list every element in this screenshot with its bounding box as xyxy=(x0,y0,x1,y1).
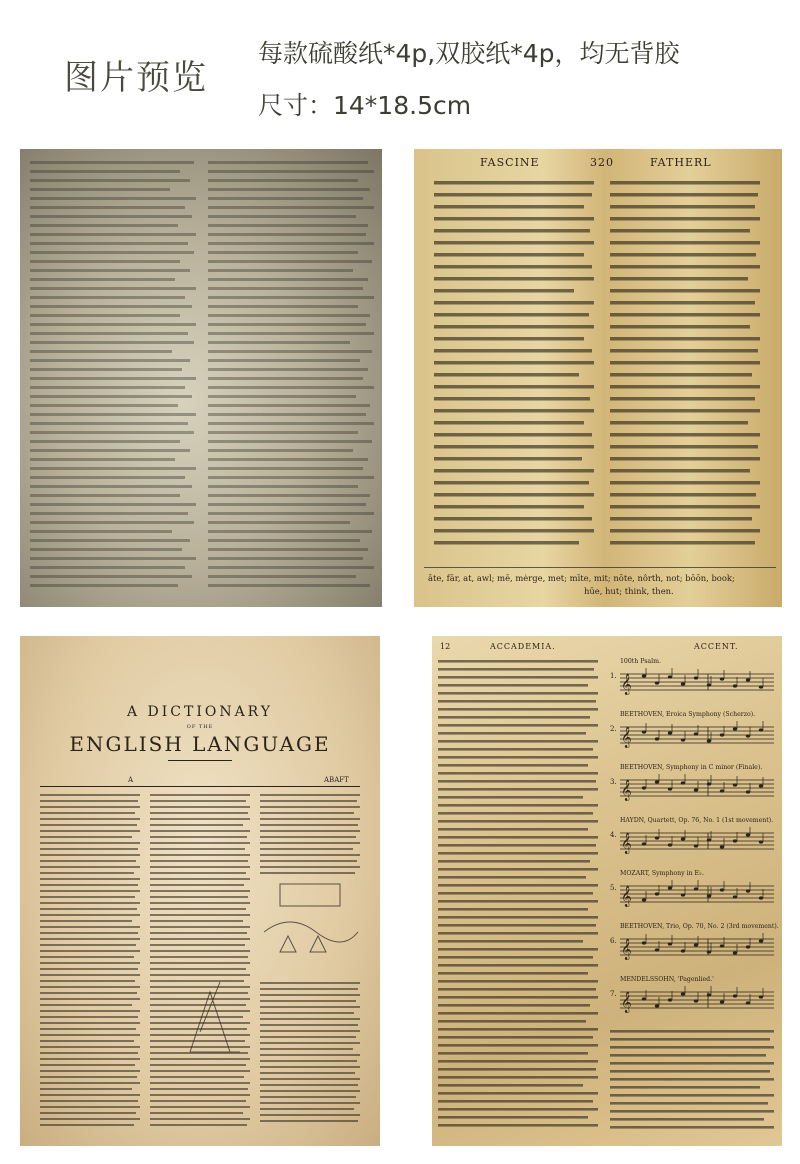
note-head xyxy=(694,887,698,890)
preview-image-music-accent xyxy=(432,636,782,1146)
dictionary-columns-texture xyxy=(40,792,360,1138)
note-head xyxy=(681,738,685,741)
dictionary-title-english-language: ENGLISH LANGUAGE xyxy=(69,732,331,756)
note-head xyxy=(668,731,672,734)
note-head xyxy=(733,951,737,954)
note-head xyxy=(681,781,685,784)
column-head-left: A xyxy=(128,776,134,784)
note-head xyxy=(720,888,724,891)
article-text-texture xyxy=(438,658,602,1138)
pronunciation-key-line2: hūe, hut; think, then. xyxy=(584,586,674,596)
note-head xyxy=(720,677,724,680)
note-head xyxy=(642,842,646,845)
text-texture-graphic xyxy=(28,157,198,597)
music-staff xyxy=(620,880,774,908)
column-head-right: ABAFT xyxy=(324,776,349,784)
note-head xyxy=(746,833,750,836)
note-head xyxy=(642,941,646,944)
note-head xyxy=(655,780,659,783)
treble-clef-icon: 𝄞 xyxy=(621,992,632,1013)
note-head xyxy=(655,948,659,951)
spec-size: 尺寸：14*18.5cm xyxy=(258,91,472,120)
note-head xyxy=(668,675,672,678)
note-head xyxy=(720,733,724,736)
note-head xyxy=(759,995,763,998)
music-example-label: BEETHOVEN, Symphony in C minor (Finale). xyxy=(620,764,763,771)
music-example-label: 100th Psalm. xyxy=(620,658,661,665)
music-example-number: 2. xyxy=(610,725,617,733)
note-head xyxy=(681,992,685,995)
page-number: 12 xyxy=(440,642,451,651)
dictionary-title: A DICTIONARY xyxy=(126,704,274,720)
note-head xyxy=(746,945,750,948)
music-example-label: BEETHOVEN, Eroica Symphony (Scherzo). xyxy=(620,711,756,718)
note-head xyxy=(694,943,698,946)
note-head xyxy=(694,676,698,679)
note-head xyxy=(642,786,646,789)
note-head xyxy=(655,681,659,684)
note-head xyxy=(655,892,659,895)
note-head xyxy=(681,949,685,952)
music-example-number: 5. xyxy=(610,884,617,892)
note-head xyxy=(668,998,672,1001)
note-head xyxy=(746,1001,750,1004)
note-head xyxy=(668,886,672,889)
note-head xyxy=(707,950,711,953)
note-head xyxy=(746,734,750,737)
note-head xyxy=(642,674,646,677)
treble-clef-icon: 𝄞 xyxy=(621,939,632,960)
column-texture-left xyxy=(28,157,198,603)
page-headword-left: FASCINE xyxy=(480,156,540,169)
note-head xyxy=(759,896,763,899)
music-example-number: 7. xyxy=(610,990,617,998)
note-head xyxy=(642,997,646,1000)
note-head xyxy=(681,837,685,840)
preview-image-grunge-text xyxy=(20,149,382,607)
note-head xyxy=(720,1000,724,1003)
note-head xyxy=(681,893,685,896)
note-head xyxy=(707,838,711,841)
treble-clef-icon: 𝄞 xyxy=(621,674,632,695)
note-head xyxy=(733,839,737,842)
note-head xyxy=(759,784,763,787)
treble-clef-icon: 𝄞 xyxy=(621,886,632,907)
title-divider xyxy=(168,760,232,761)
page-headword-right: ACCENT. xyxy=(694,642,739,651)
note-head xyxy=(733,727,737,730)
note-head xyxy=(668,942,672,945)
footer-rule xyxy=(424,567,776,568)
spec-paper-type: 每款硫酸纸*4p,双胶纸*4p，均无背胶 xyxy=(258,39,680,68)
note-head xyxy=(720,944,724,947)
page-headword-right: FATHERL xyxy=(650,156,712,169)
music-staff xyxy=(620,721,774,749)
music-staff xyxy=(620,933,774,961)
note-head xyxy=(720,845,724,848)
note-head xyxy=(746,790,750,793)
treble-clef-icon: 𝄞 xyxy=(621,780,632,801)
text-texture-graphic-right xyxy=(206,157,376,597)
preview-title: 图片预览 xyxy=(64,58,208,98)
note-head xyxy=(759,939,763,942)
note-head xyxy=(733,684,737,687)
note-head xyxy=(707,782,711,785)
note-head xyxy=(668,843,672,846)
music-example-number: 4. xyxy=(610,831,617,839)
note-head xyxy=(655,1004,659,1007)
music-staff xyxy=(620,668,774,696)
treble-clef-icon: 𝄞 xyxy=(621,833,632,854)
note-head xyxy=(733,783,737,786)
preview-image-dictionary-f xyxy=(414,149,782,607)
note-head xyxy=(694,788,698,791)
music-example-label: MOZART, Symphony in E♭. xyxy=(620,870,704,877)
music-staff xyxy=(620,827,774,855)
note-head xyxy=(694,844,698,847)
music-example-number: 1. xyxy=(610,672,617,680)
pronunciation-key-line1: āte, fār, at, awl; mē, mėrge, met; mīte, mit; nōte, nôrth, not; bōōn, book; xyxy=(428,573,735,583)
note-head xyxy=(642,898,646,901)
note-head xyxy=(642,730,646,733)
column-texture-right xyxy=(206,157,376,603)
note-head xyxy=(655,737,659,740)
note-head xyxy=(694,732,698,735)
music-notes-text-texture xyxy=(610,1028,776,1140)
music-example-number: 3. xyxy=(610,778,617,786)
treble-clef-icon: 𝄞 xyxy=(621,727,632,748)
note-head xyxy=(694,999,698,1002)
note-head xyxy=(681,682,685,685)
music-example-label: MENDELSSOHN, 'Pagenlied.' xyxy=(620,976,714,983)
note-head xyxy=(720,789,724,792)
note-head xyxy=(668,787,672,790)
note-head xyxy=(707,993,711,996)
note-head xyxy=(733,994,737,997)
music-example-label: BEETHOVEN, Trio, Op. 70, No. 2 (3rd movement). xyxy=(620,923,779,930)
dictionary-title-of-the: OF THE xyxy=(186,724,214,730)
note-head xyxy=(733,895,737,898)
music-staff xyxy=(620,986,774,1014)
note-head xyxy=(707,739,711,742)
header-rule xyxy=(40,786,360,787)
music-example-number: 6. xyxy=(610,937,617,945)
note-head xyxy=(759,728,763,731)
note-head xyxy=(759,840,763,843)
note-head xyxy=(746,678,750,681)
note-head xyxy=(655,836,659,839)
note-head xyxy=(759,685,763,688)
page-number: 320 xyxy=(590,156,614,169)
note-head xyxy=(707,683,711,686)
dictionary-text-texture xyxy=(414,177,782,555)
note-head xyxy=(707,894,711,897)
note-head xyxy=(746,889,750,892)
page-headword-left: ACCADEMIA. xyxy=(490,642,556,651)
preview-image-english-dictionary xyxy=(20,636,380,1146)
music-example-label: HAYDN, Quartett, Op. 76, No. 1 (1st movement). xyxy=(620,817,774,824)
music-staff xyxy=(620,774,774,802)
